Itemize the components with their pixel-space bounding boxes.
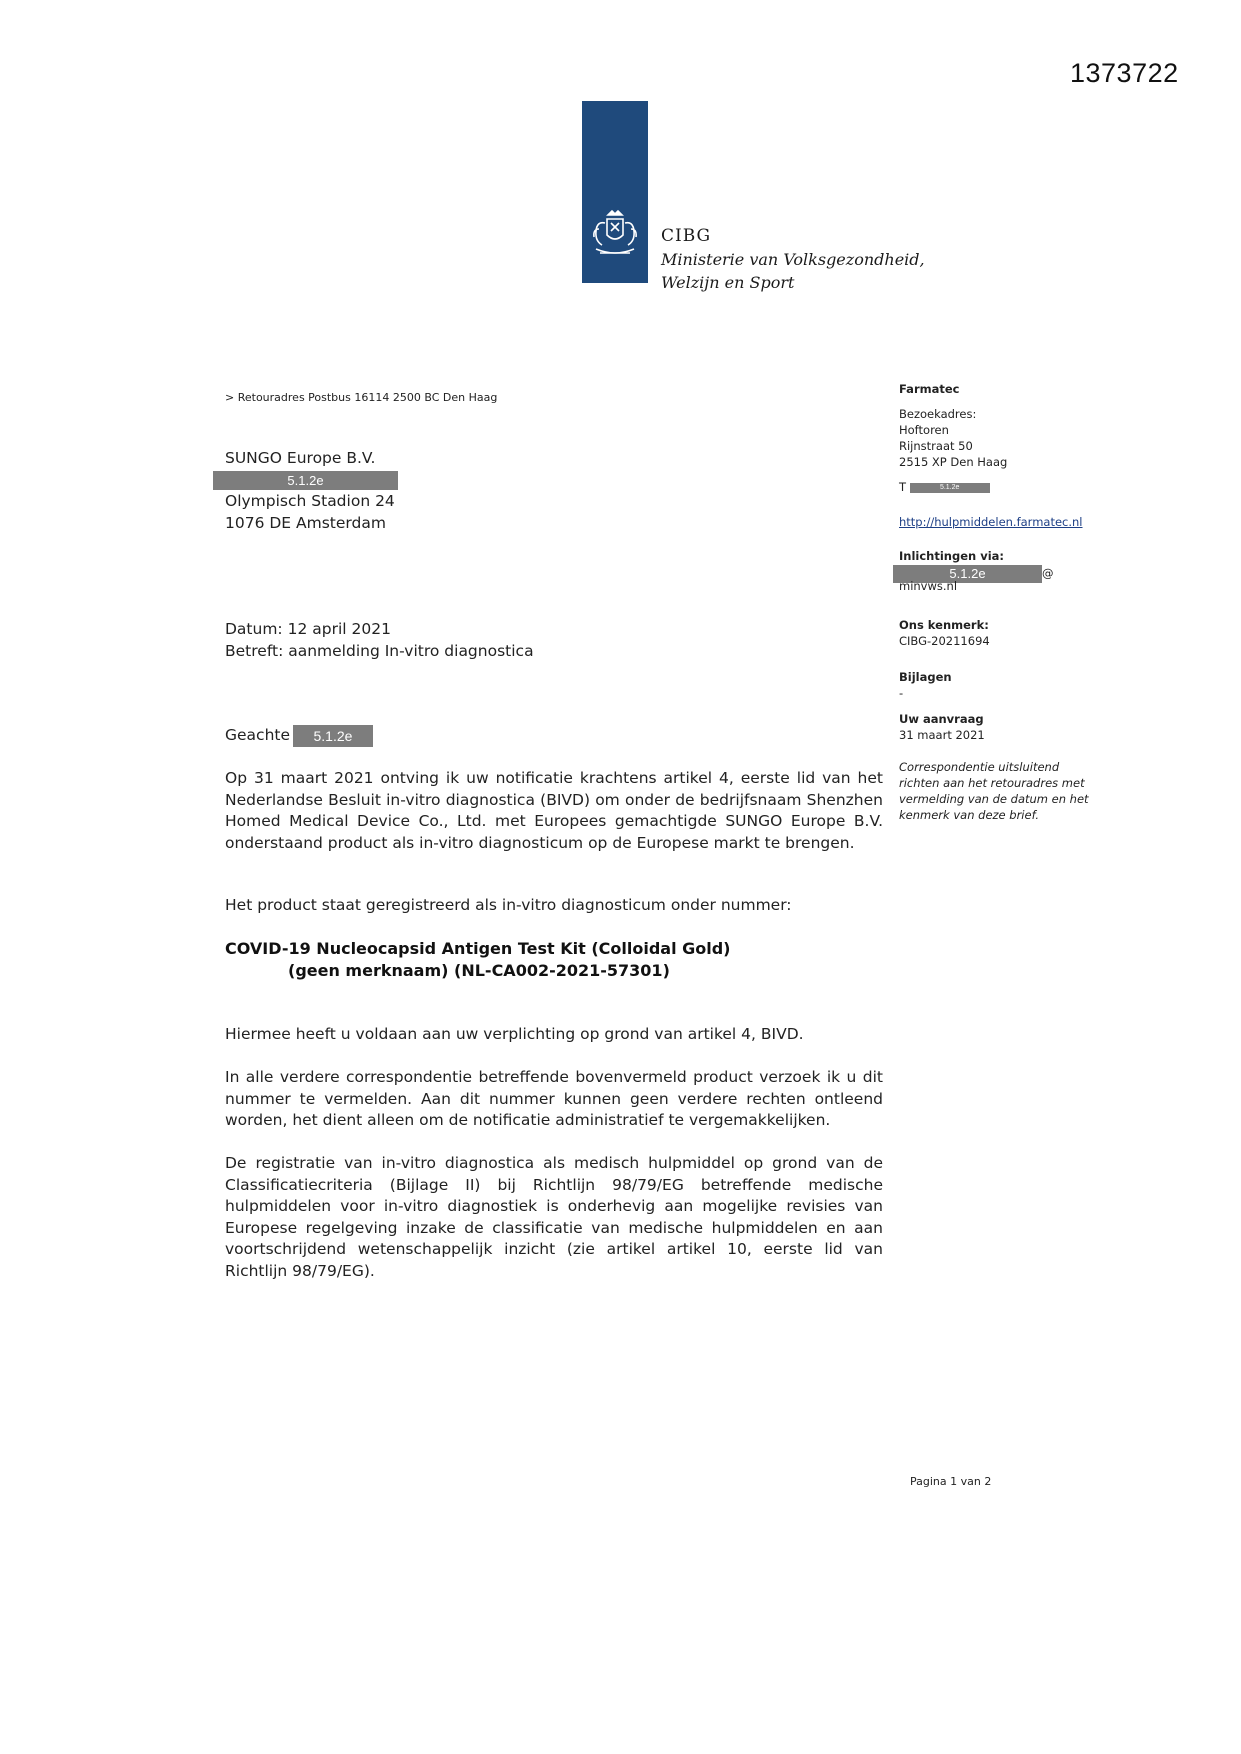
phone-prefix: T: [899, 480, 907, 494]
recipient-street: Olympisch Stadion 24: [225, 492, 395, 510]
paragraph-obligation: Hiermee heeft u voldaan aan uw verplichting op grond van artikel 4, BIVD.: [225, 1025, 804, 1043]
letter-date: Datum: 12 april 2021: [225, 620, 391, 638]
department-name: Farmatec: [899, 382, 960, 396]
salutation-text: Geachte: [225, 726, 291, 744]
visit-city: 2515 XP Den Haag: [899, 455, 1008, 469]
attachments-value: -: [899, 686, 904, 700]
website-link[interactable]: http://hulpmiddelen.farmatec.nl: [899, 515, 1083, 529]
recipient-company: SUNGO Europe B.V.: [225, 449, 376, 467]
paragraph-registered: Het product staat geregistreerd als in-vitro diagnosticum onder nummer:: [225, 896, 792, 914]
page-number: Pagina 1 van 2: [910, 1475, 992, 1488]
info-label: Inlichtingen via:: [899, 549, 1004, 563]
info-at-sign: @: [1042, 566, 1054, 580]
product-line-2: (geen merknaam) (NL-CA002-2021-57301): [288, 961, 670, 980]
ministry-wordmark: [661, 226, 925, 292]
phone-redaction: 5.1.2e: [910, 483, 990, 493]
government-logo-bar: [582, 101, 648, 283]
visit-street: Rijnstraat 50: [899, 439, 973, 453]
recipient-redaction: 5.1.2e: [213, 471, 398, 490]
visit-address-label: Bezoekadres:: [899, 407, 977, 421]
org-name: CIBG: [661, 226, 712, 246]
our-reference-value: CIBG-20211694: [899, 634, 990, 648]
attachments-label: Bijlagen: [899, 670, 952, 684]
paragraph-correspondence: In alle verdere correspondentie betreffende bovenvermeld product verzoek ik u dit nummer te vermelden. Aan dit nummer kunnen geen verdere rechten ontleend worden, het dient alleen om de notificatie administratief te vergemakkelijken.: [225, 1068, 883, 1129]
your-request-label: Uw aanvraag: [899, 712, 984, 726]
our-reference-label: Ons kenmerk:: [899, 618, 989, 632]
visit-building: Hoftoren: [899, 423, 949, 437]
product-line-1: COVID-19 Nucleocapsid Antigen Test Kit (Colloidal Gold): [225, 939, 731, 958]
your-request-value: 31 maart 2021: [899, 728, 985, 742]
info-redaction: 5.1.2e: [893, 565, 1042, 583]
recipient-city: 1076 DE Amsterdam: [225, 513, 386, 532]
coat-of-arms-icon: [588, 209, 642, 261]
return-address: > Retouradres Postbus 16114 2500 BC Den Haag: [225, 391, 498, 404]
date-subject-block: [225, 619, 534, 662]
info-contact: [899, 564, 1139, 592]
ministry-line-1: Ministerie van Volksgezondheid,: [661, 250, 925, 269]
phone-row: [899, 479, 1139, 495]
recipient-block: [225, 448, 398, 534]
sidebar: [899, 381, 1139, 823]
ministry-line-2: Welzijn en Sport: [661, 273, 795, 292]
salutation-redaction: 5.1.2e: [293, 725, 373, 747]
document-number: 1373722: [1070, 58, 1179, 88]
letter-subject: Betreft: aanmelding In-vitro diagnostica: [225, 641, 534, 660]
info-domain: minvws.nl: [899, 579, 958, 593]
correspondence-note: Correspondentie uitsluitend richten aan het retouradres met vermelding van de datum en het kenmerk van deze brief.: [899, 760, 1089, 822]
salutation: [225, 725, 373, 747]
product-name: [225, 938, 731, 982]
paragraph-classification: De registratie van in-vitro diagnostica als medisch hulpmiddel op grond van de Classificatiecriteria (Bijlage II) bij Richtlijn 98/79/EG betreffende medische hulpmiddelen voor in-vitro diagnostiek is onderhevig aan mogelijke revisies van Europese regelgeving inzake de classificatie van medische hulpmiddelen en aan voortschrijdend wetenschappelijk inzicht (zie artikel artikel 10, eerste lid van Richtlijn 98/79/EG).: [225, 1154, 883, 1280]
paragraph-notification: Op 31 maart 2021 ontving ik uw notificatie krachtens artikel 4, eerste lid van het Nederlandse Besluit in-vitro diagnostica (BIVD) om onder de bedrijfsnaam Shenzhen Homed Medical Device Co., Ltd. met Europees gemachtigde SUNGO Europe B.V. onderstaand product als in-vitro diagnosticum op de Europese markt te brengen.: [225, 769, 883, 852]
